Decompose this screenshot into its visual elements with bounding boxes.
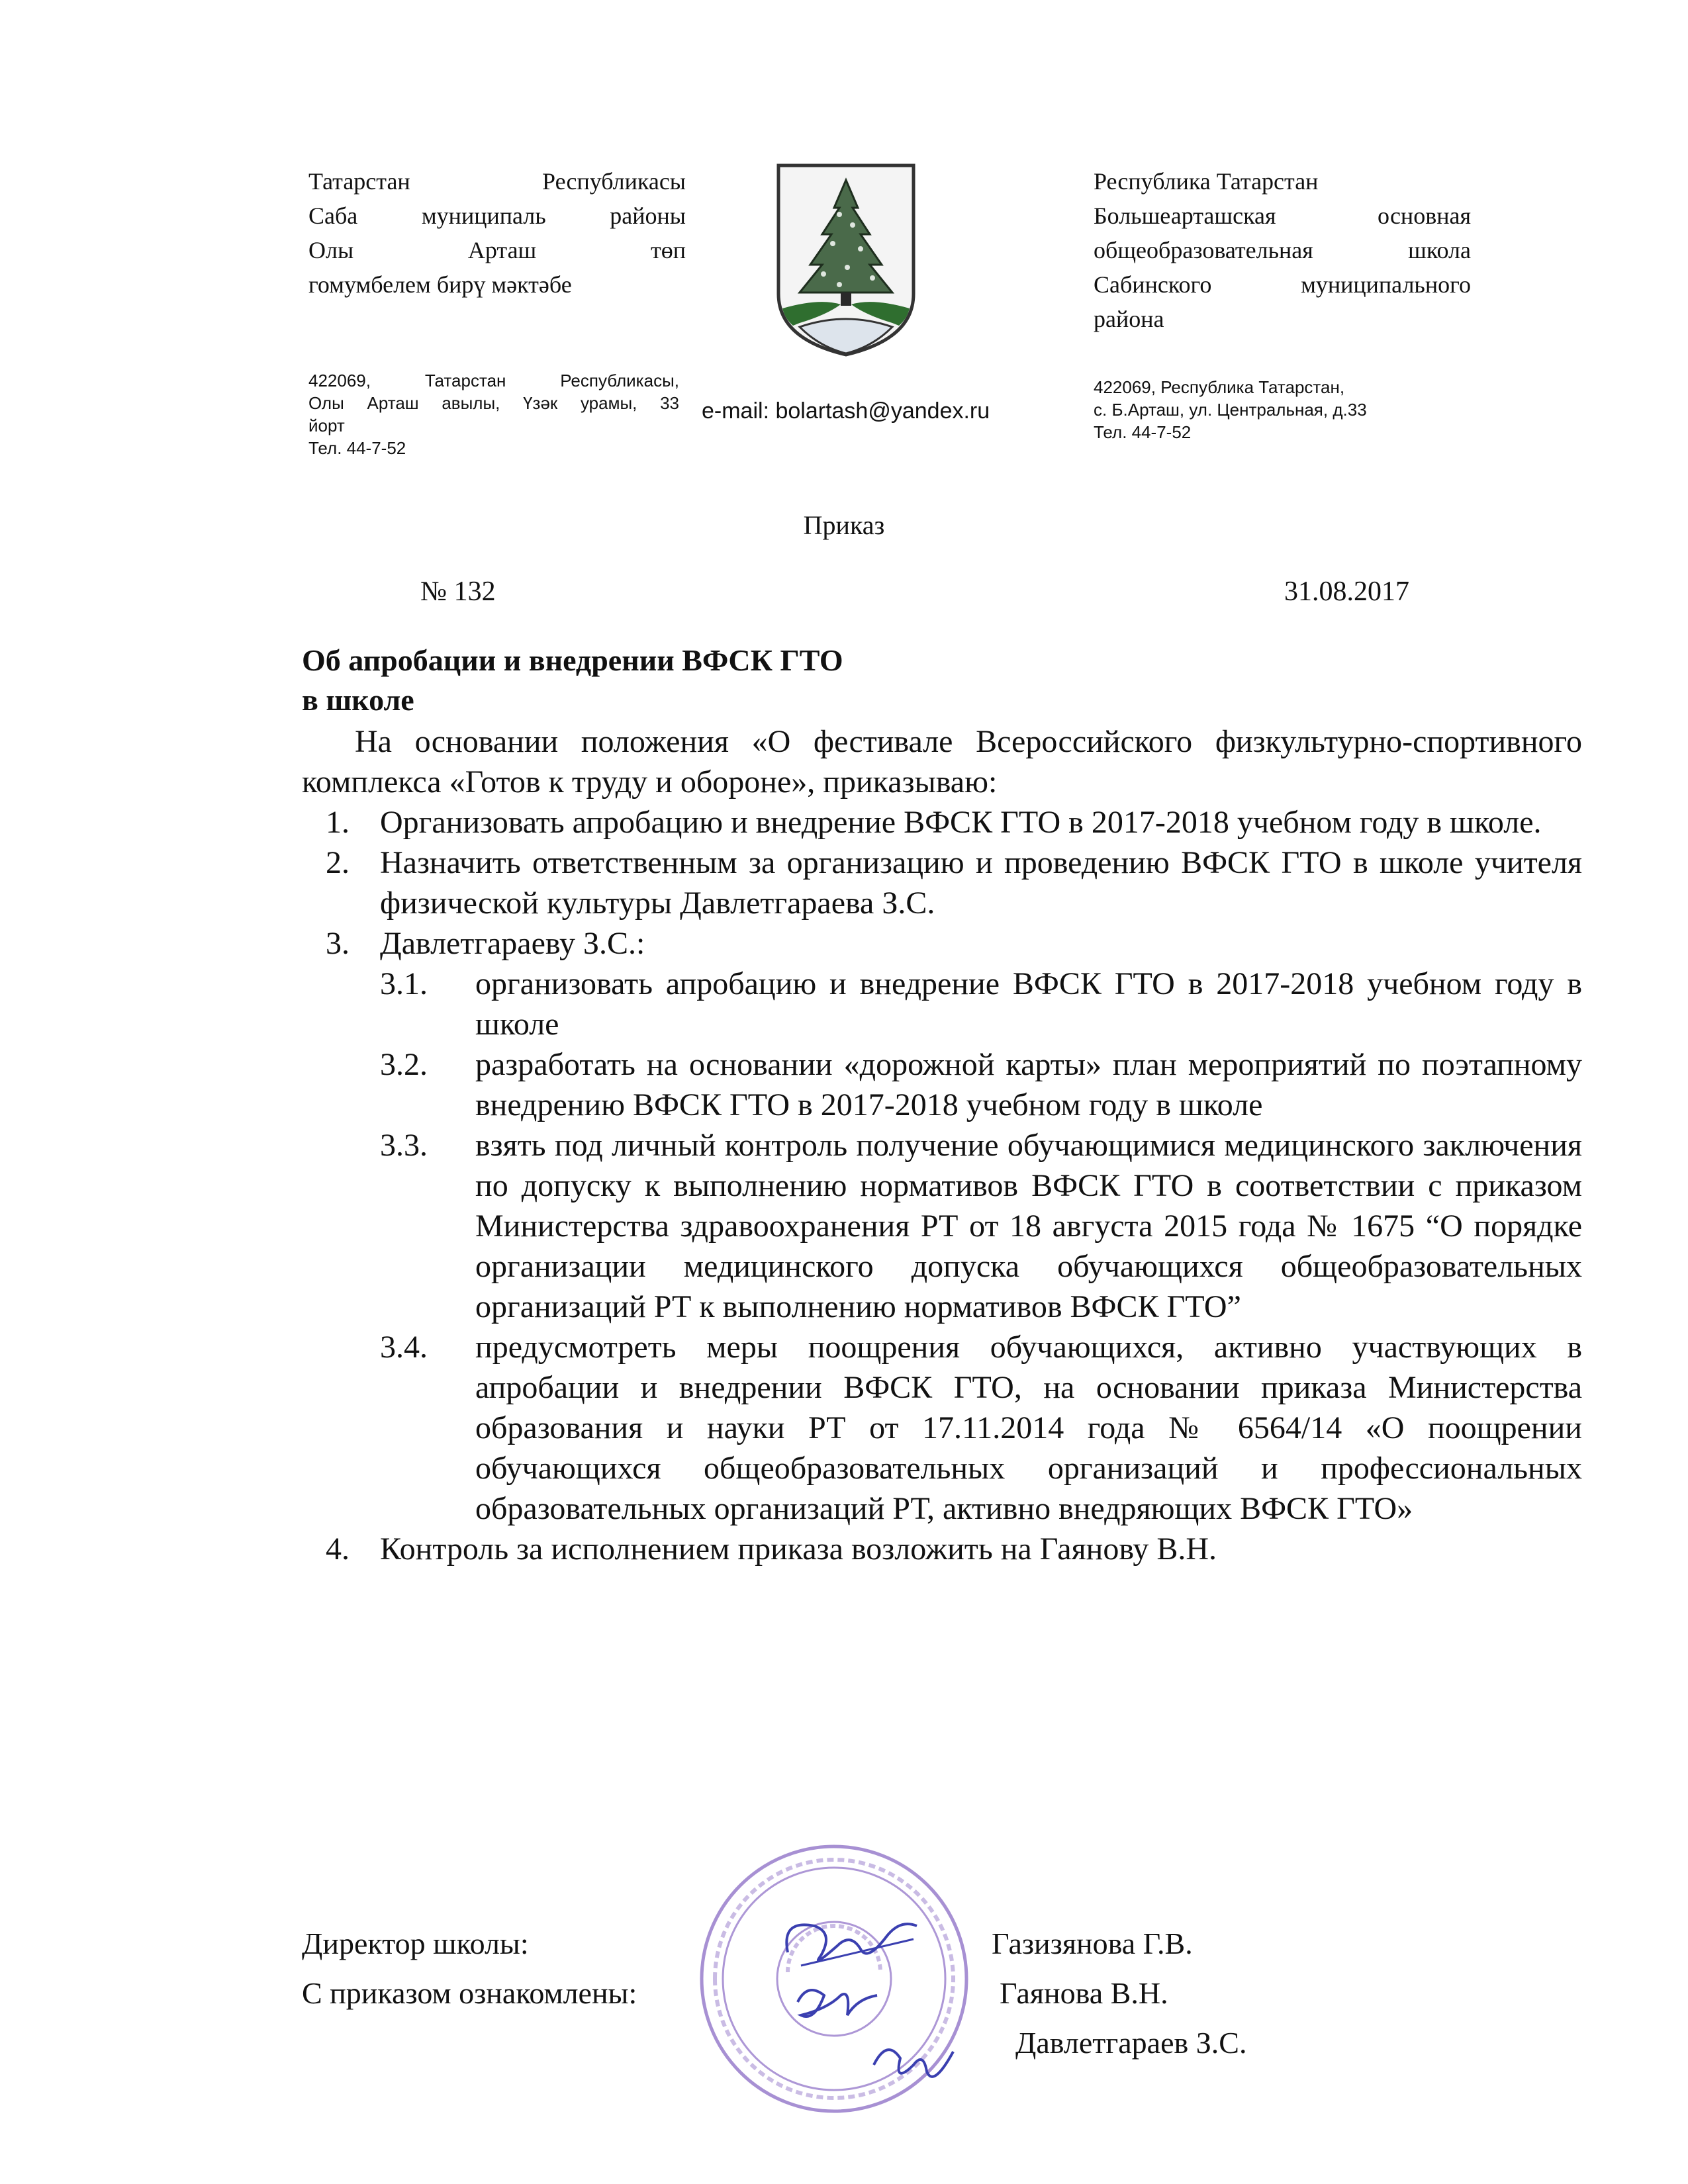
header-right-org xyxy=(1094,164,1471,336)
item-number: 1. xyxy=(326,805,350,840)
order-number: № 132 xyxy=(420,576,496,607)
sub-item-text: взять под личный контроль получение обучающимися медицинского заключения по допуску к выполнению нормативов ВФСК ГТО в соответствии с приказом Министерства здравоохранения РТ от 18 августа 2015 года № 1675 “О порядке организации медицинского допуска обучающихся общеобразовательных организаций РТ к выполнению нормативов ВФСК ГТО” xyxy=(475,1128,1582,1324)
director-label: Директор школы: xyxy=(302,1927,529,1960)
order-heading xyxy=(302,641,843,720)
director-name: Газизянова Г.В. xyxy=(992,1927,1193,1960)
director-signature xyxy=(774,1906,927,1979)
sub-item-text: организовать апробацию и внедрение ВФСК ГТО в 2017-2018 учебном году в школе xyxy=(475,966,1582,1042)
address-line: 422069, Татарстан Республикасы, xyxy=(308,371,679,390)
acquainted-name-2: Давлетгараев З.С. xyxy=(1015,2026,1247,2060)
intro-paragraph: На основании положения «О фестивале Всероссийского физкультурно-спортивного комплекса «Готов к труду и обороне», приказываю: xyxy=(302,724,1582,799)
acquainted-name-1: Гаянова В.Н. xyxy=(1000,1976,1168,2010)
sub-item-text: разработать на основании «дорожной карты» план мероприятий по поэтапному внедрению ВФСК ГТО в 2017-2018 учебном году в школе xyxy=(475,1047,1582,1122)
sub-item-number: 3.2. xyxy=(380,1047,428,1082)
item-number: 3. xyxy=(326,926,350,961)
header-left-org xyxy=(308,164,686,302)
heading-line: Об апробации и внедрении ВФСК ГТО xyxy=(302,643,843,677)
item-number: 2. xyxy=(326,845,350,880)
list-item xyxy=(302,802,1582,842)
header-left-line: гомумбелем бирү мәктәбе xyxy=(308,271,572,298)
header-right-line: общеобразовательная школа xyxy=(1094,237,1471,263)
list-item xyxy=(302,923,1582,964)
header-right-line: района xyxy=(1094,306,1164,332)
item-text: Назначить ответственным за организацию и проведению ВФСК ГТО в школе учителя физической культуры Давлетгараева З.С. xyxy=(380,845,1582,921)
sub-item-text: предусмотреть меры поощрения обучающихся, активно участвующих в апробации и внедрении ВФСК ГТО, на основании приказа Министерства образования и науки РТ от 17.11.2014 года № 6564/14 «О поощрении обучающихся общеобразовательных организаций и профессиональных образовательных организаций РТ, активно внедряющих ВФСК ГТО» xyxy=(475,1330,1582,1526)
email-address: e-mail: bolartash@yandex.ru xyxy=(702,398,990,424)
item-text: Организовать апробацию и внедрение ВФСК ГТО в 2017-2018 учебном году в школе. xyxy=(380,805,1542,840)
signature-davletgaraev xyxy=(861,2025,966,2098)
list-item xyxy=(302,842,1582,923)
header-right-line: Большеарташская основная xyxy=(1094,203,1471,229)
item-text: Контроль за исполнением приказа возложить на Гаянову В.Н. xyxy=(380,1531,1217,1567)
document-title: Приказ xyxy=(803,510,885,540)
address-line: 422069, Республика Татарстан, xyxy=(1094,377,1345,397)
list-item xyxy=(302,1529,1582,1569)
address-line: йорт xyxy=(308,416,345,435)
address-line: Олы Арташ авылы, Үзәк урамы, 33 xyxy=(308,393,679,413)
sub-item-number: 3.4. xyxy=(380,1330,428,1365)
header-left-address xyxy=(308,369,679,459)
address-line: с. Б.Арташ, ул. Центральная, д.33 xyxy=(1094,400,1367,420)
sub-item xyxy=(302,1125,1582,1327)
header-right-address xyxy=(1094,376,1491,443)
header-left-line: Татарстан Республикасы xyxy=(308,168,686,195)
header-right-line: Сабинского муниципального xyxy=(1094,271,1471,298)
sub-item xyxy=(302,1327,1582,1529)
header-left-line: Саба муниципаль районы xyxy=(308,203,686,229)
header-left-line: Олы Арташ төп xyxy=(308,237,686,263)
item-number: 4. xyxy=(326,1531,350,1567)
sub-item-number: 3.3. xyxy=(380,1128,428,1163)
coat-of-arms-emblem xyxy=(773,161,919,360)
item-text: Давлетгараеву З.С.: xyxy=(380,926,645,961)
header-right-line: Республика Татарстан xyxy=(1094,168,1319,195)
phone-line: Тел. 44-7-52 xyxy=(308,438,406,458)
order-date: 31.08.2017 xyxy=(1284,576,1409,607)
sub-item xyxy=(302,964,1582,1044)
sub-item xyxy=(302,1044,1582,1125)
acquainted-label: С приказом ознакомлены: xyxy=(302,1976,637,2010)
phone-line: Тел. 44-7-52 xyxy=(1094,422,1192,442)
sub-item-number: 3.1. xyxy=(380,966,428,1001)
order-body xyxy=(302,721,1582,1569)
heading-line: в школе xyxy=(302,683,414,717)
